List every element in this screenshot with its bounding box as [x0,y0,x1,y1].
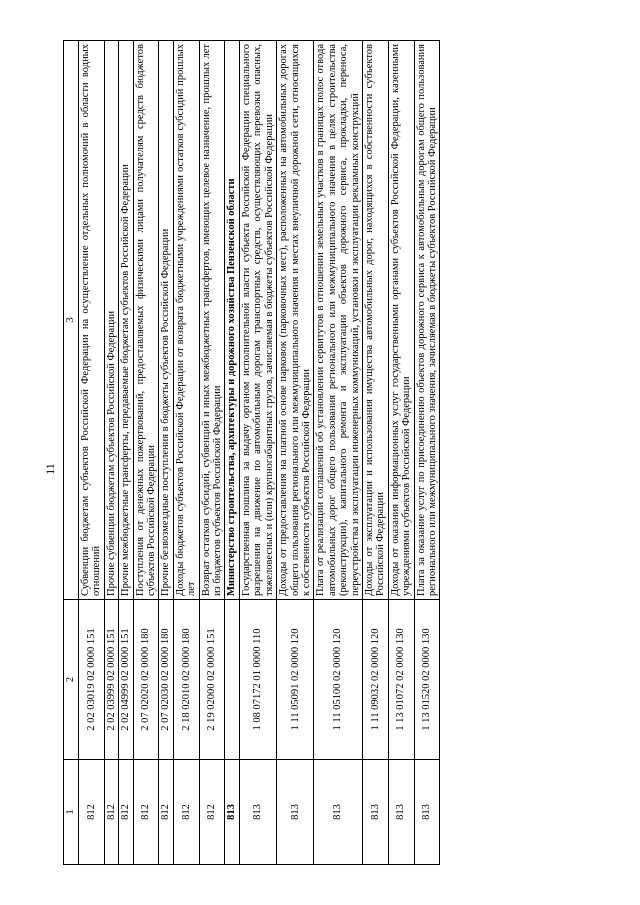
table-row [362,41,388,865]
table-row [225,41,239,865]
admin-code-cell: 813 [314,760,363,865]
income-name-cell: Прочие безвозмездные поступления в бюджеты субъектов Российской Федерации [159,41,173,600]
admin-code-cell: 812 [133,760,159,865]
table-row [239,41,276,865]
admin-code-cell: 812 [119,760,133,865]
budget-code-cell: 2 02 04999 02 0000 151 [119,600,133,760]
income-name-cell: Доходы от эксплуатации и использования имущества автомобильных дорог, находящихся в собственности субъектов Российской Федерации [362,41,388,600]
table-row [173,41,199,865]
budget-code-cell: 1 13 01520 02 0000 130 [414,600,440,760]
budget-code-cell: 2 07 02030 02 0000 180 [159,600,173,760]
income-name-cell: Плата от реализации соглашений об установлении сервитутов в отношении земельных участков в границах полос отвода автомобильных дорог общего пользования регионального или межмуниципального значения в целях строительства (реконструкции), капитального ремонта и эксплуатации объектов дорожного сервиса, прокладки, переноса, переустройства и эксплуатации инженерных коммуникаций, установки и эксплуатации рекламных конструкций [314,41,363,600]
table-row [199,41,225,865]
table-body [79,41,440,865]
income-name-cell: Плата за оказание услуг по присоединению объектов дорожного сервиса к автомобильным дорогам общего пользования регионального или межмуниципального значения, зачисляемая в бюджеты субъектов Российской Федерации [414,41,440,600]
table-row [133,41,159,865]
table-row [277,41,314,865]
table-row [119,41,133,865]
admin-code-cell: 812 [79,760,105,865]
admin-code-cell: 813 [362,760,388,865]
table-row [159,41,173,865]
income-name-cell: Государственная пошлина за выдачу органом исполнительной власти субъекта Российской Федерации специального разрешения на движение по автомобильным дорогам транспортных средств, осуществляющих перевозки опасных, тяжеловесных и (или) крупногабаритных грузов, зачисляемая в бюджеты субъектов Российской Федерации [239,41,276,600]
budget-code-cell: 2 19 02000 02 0000 151 [199,600,225,760]
admin-code-cell: 812 [199,760,225,865]
admin-code-cell: 812 [173,760,199,865]
column-header-3: 3 [64,41,79,600]
table-row [79,41,105,865]
admin-code-cell: 813 [414,760,440,865]
admin-code-cell: 813 [239,760,276,865]
admin-code-cell: 813 [277,760,314,865]
admin-code-cell: 813 [225,760,239,865]
budget-code-cell: 2 02 03999 02 0000 151 [104,600,118,760]
column-header-2: 2 [64,600,79,760]
budget-table-wrapper [63,41,577,865]
table-row [388,41,414,865]
budget-code-cell: 2 18 02010 02 0000 180 [173,600,199,760]
table-row [104,41,118,865]
table-header-row [64,41,79,865]
admin-code-cell: 812 [104,760,118,865]
income-name-cell: Прочие субвенции бюджетам субъектов Российской Федерации [104,41,118,600]
table-row [414,41,440,865]
budget-code-cell: 1 11 05100 02 0000 120 [314,600,363,760]
budget-code-cell: 1 08 07172 01 0000 110 [239,600,276,760]
income-name-cell: Поступления от денежных пожертвований, предоставляемых физическими лицами получателям средств бюджетов субъектов Российской Федерации [133,41,159,600]
budget-code-cell: 1 11 05091 02 0000 120 [277,600,314,760]
admin-code-cell: 813 [388,760,414,865]
income-name-cell: Доходы от оказания информационных услуг государственными органами субъектов Российской Федерации, казенными учреждениями субъектов Российской Федерации [388,41,414,600]
page-number: 11 [43,463,57,475]
income-name-cell: Субвенции бюджетам субъектов Российской Федерации на осуществление отдельных полномочий в области водных отношений [79,41,105,600]
income-name-cell: Прочие межбюджетные трансферты, передаваемые бюджетам субъектов Российской Федерации [119,41,133,600]
budget-code-cell: 1 11 09032 02 0000 120 [362,600,388,760]
table-row [314,41,363,865]
income-name-cell: Доходы бюджетов субъектов Российской Федерации от возврата бюджетными учреждениями остатков субсидий прошлых лет [173,41,199,600]
budget-code-cell: 1 13 01072 02 0000 130 [388,600,414,760]
income-name-cell: Возврат остатков субсидий, субвенций и иных межбюджетных трансфертов, имеющих целевое назначение, прошлых лет из бюджетов субъектов Российской Федерации [199,41,225,600]
budget-code-cell: 2 02 03019 02 0000 151 [79,600,105,760]
budget-code-cell [225,600,239,760]
budget-codes-table [63,40,440,865]
budget-code-cell: 2 07 02020 02 0000 180 [133,600,159,760]
admin-code-cell: 812 [159,760,173,865]
income-name-cell: Доходы от предоставления на платной основе парковок (парковочных мест), расположенных на автомобильных дорогах общего пользования регионального или межмуниципального значения и местах внеуличной дорожной сети, относящихся к собственности субъектов Российской Федерации [277,41,314,600]
column-header-1: 1 [64,760,79,865]
income-name-cell: Министерство строительства, архитектуры и дорожного хозяйства Пензенской области [225,41,239,600]
